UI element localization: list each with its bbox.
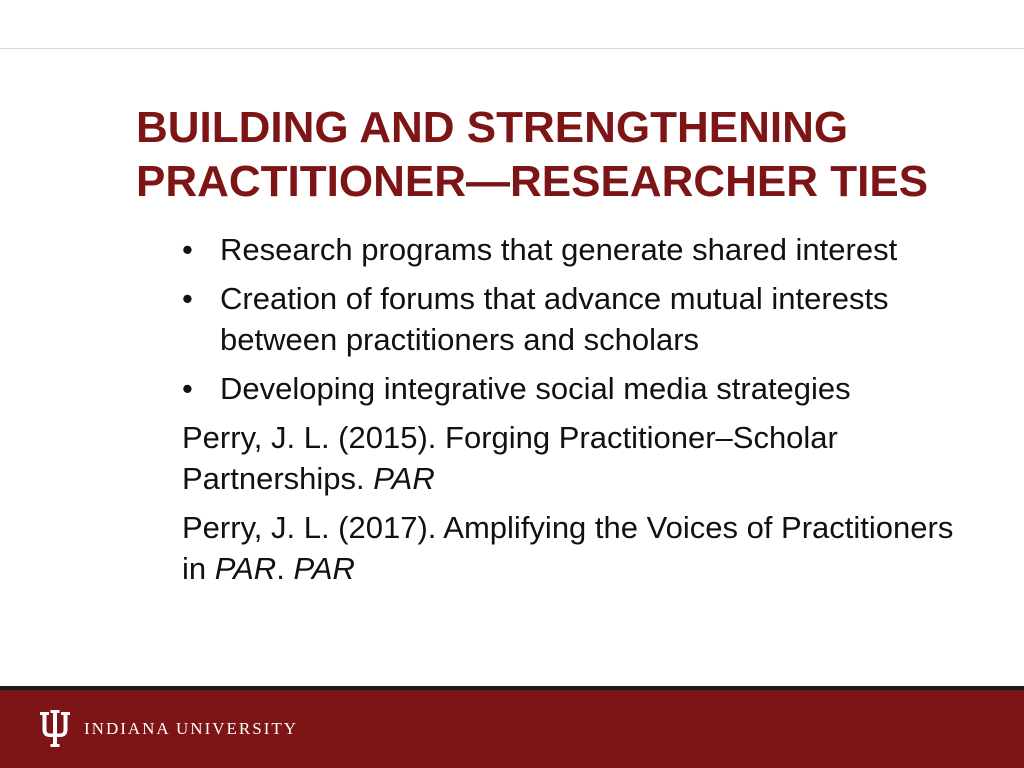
reference-text: Perry, J. L. (2015). Forging Practitioner–Scholar Partnerships. (182, 420, 838, 496)
reference-journal: PAR (373, 461, 435, 496)
bullet-marker: • (182, 371, 193, 406)
reference-2 (182, 507, 982, 589)
reference-separator: . (276, 551, 294, 586)
university-name: INDIANA UNIVERSITY (84, 719, 299, 738)
top-divider (0, 48, 1024, 49)
bullet-item (182, 368, 982, 409)
bullet-marker: • (182, 281, 193, 316)
iu-trident-icon (40, 710, 70, 748)
bullet-text: Creation of forums that advance mutual interests between practitioners and scholars (220, 281, 889, 357)
title-line-1: BUILDING AND STRENGTHENING (136, 103, 849, 152)
bullet-text: Research programs that generate shared interest (220, 232, 898, 267)
bullet-item (182, 278, 982, 360)
slide-body (182, 229, 982, 597)
bullet-text: Developing integrative social media strategies (220, 371, 851, 406)
bullet-list (182, 229, 982, 409)
footer-bar (0, 690, 1024, 768)
reference-journal: PAR (293, 551, 355, 586)
bullet-item (182, 229, 982, 270)
slide-title (136, 101, 1016, 209)
bullet-marker: • (182, 232, 193, 267)
title-line-2: PRACTITIONER—RESEARCHER TIES (136, 157, 929, 206)
reference-text: Perry, J. L. (2017). Amplifying the Voices of Practitioners in (182, 510, 954, 586)
reference-1 (182, 417, 982, 499)
reference-journal: PAR (214, 551, 277, 586)
